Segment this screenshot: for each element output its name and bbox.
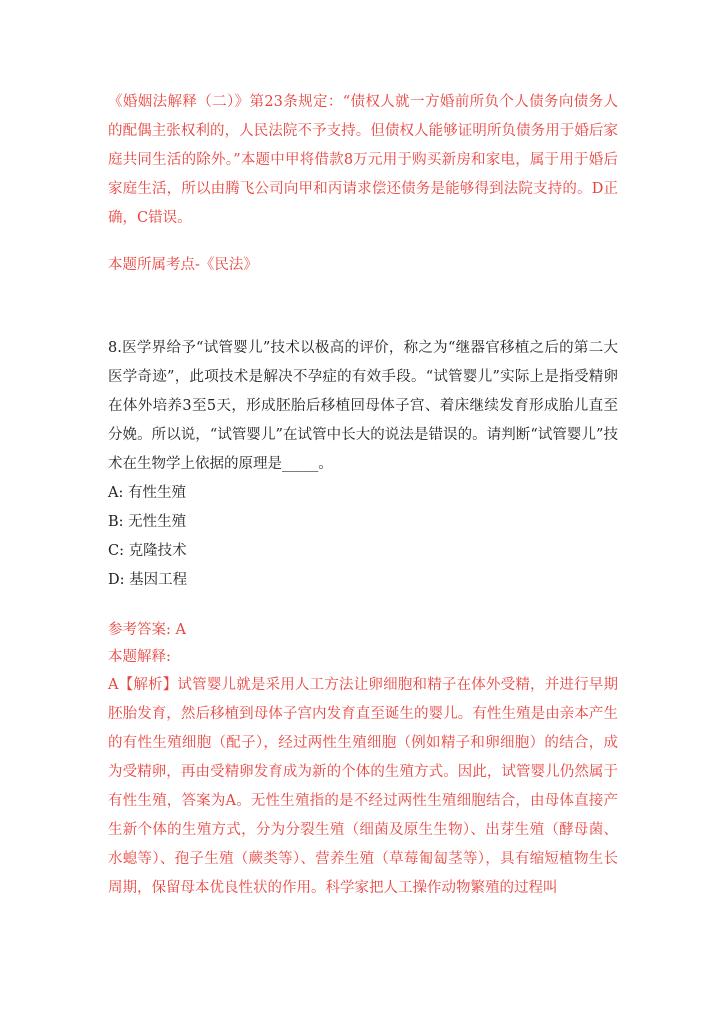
option-b: B: 无性生殖 <box>108 514 187 530</box>
options-list <box>108 479 618 595</box>
document-page <box>108 88 618 903</box>
option-a: A: 有性生殖 <box>108 485 186 501</box>
explanation-label: 本题解释: <box>108 649 171 665</box>
option-d: D: 基因工程 <box>108 572 188 588</box>
previous-topic: 本题所属考点-《民法》 <box>108 257 258 273</box>
option-c: C: 克隆技术 <box>108 543 187 559</box>
explanation-body: A【解析】试管婴儿就是采用人工方法让卵细胞和精子在体外受精，并进行早期胚胎发育，然后移植到母体子宫内发育直至诞生的婴儿。有性生殖是由亲本产生的有性生殖细胞（配子），经过两性生殖细胞（例如精子和卵细胞）的结合，成为受精卵，再由受精卵发育成为新的个体的生殖方式。因此，试管婴儿仍然属于有性生殖，答案为A。无性生殖指的是不经过两性生殖细胞结合，由母体直接产生新个体的生殖方式，分为分裂生殖（细菌及原生生物）、出芽生殖（酵母菌、水螅等）、孢子生殖（蕨类等）、营养生殖（草莓匍匐茎等），具有缩短植物生长周期，保留母本优良性状的作用。科学家把人工操作动物繁殖的过程叫 <box>108 677 618 896</box>
previous-explanation: 《婚姻法解释（二）》第23条规定：“债权人就一方婚前所负个人债务向债务人的配偶主张权利的，人民法院不予支持。但债权人能够证明所负债务用于婚后家庭共同生活的除外。”本题中甲将借款8万元用于购买新房和家电，属于用于婚后家庭生活，所以由腾飞公司向甲和丙请求偿还债务是能够得到法院支持的。D正确，C错误。 <box>108 94 618 226</box>
answer-label: 参考答案: A <box>108 622 186 638</box>
question-stem: 8.医学界给予“试管婴儿”技术以极高的评价，称之为“继器官移植之后的第二大医学奇迹”，此项技术是解决不孕症的有效手段。“试管婴儿”实际上是指受精卵在体外培养3至5天，形成胚胎后移植回母体子宫、着床继续发育形成胎儿直至分娩。所以说，“试管婴儿”在试管中长大的说法是错误的。请判断“试管婴儿”技术在生物学上依据的原理是_____。 <box>108 340 618 472</box>
